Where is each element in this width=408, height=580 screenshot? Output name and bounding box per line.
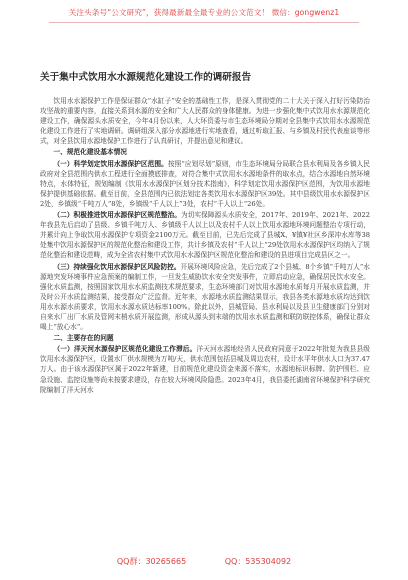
document-title: 关于集中式饮用水水源规范化建设工作的调研报告 — [40, 72, 252, 83]
body-paragraph — [40, 344, 370, 394]
promo-banner — [0, 7, 408, 23]
paragraph-text: 洋天河水源地经省人民政府同意于2022年批复为我县县级饮用水水源保护区，设置水厂供水规模为万吨/天，供水范围包括县城及周边农村，设计水平年供水人口为37.47万人。由于该水源保护区属于2022年新建，目前规范化建设资金来源不落实，水源地标识标牌、防护围栏、应急设施、监控设施等尚未按要求建设，存在较大环境风险隐患。2023年4月，我县委托湖南省环境保护科学研究院编制了洋天河水 — [40, 345, 370, 394]
section-heading — [40, 333, 370, 343]
paragraph-text: 按照“应划尽划”原则，市生态环境局分局联合县水利局及各乡镇人民政府对全县范围内供水工程进行全面摸底排查，对符合集中式饮用水水源地条件的取水点，结合水源地自然环境特点，水体特征，规划编制《饮用水水源保护区划分技术指南》，科学划定饮用水源保护区范围，为饮用水源地保护提供基础依据。截至目前，全县范围内已依法划定各类饮用水水源保护区39处。其中县级饮用水水源保护区2处，乡镇级“千吨万人”8处，乡镇级“千人以上”3处，农村“千人以上”26处。 — [40, 159, 370, 208]
promo-banner-text: 关注头条号“公文研究”，获得最新最全最专业的公文范文！ 微信：gongwenz1 — [68, 8, 340, 17]
footer-contacts — [0, 556, 408, 567]
section-heading-text: 一、规范化建设基本情况 — [53, 148, 127, 157]
paragraph-text: 开展环境风险应急，先后完成了2个县城、8个乡镇“千吨万人”水源地突发环境事件应急预案的编制工作，一旦发生威胁饮水安全突发事件，立即启动应急，确保居民饮水安全。强化水质监测，按照国家饮用水水质监测技术规范要求，生态环境部门对饮用水源地水质每月开展水质监测，并及时公开水质监测结果，接受群众广泛监督。近年来，水源地水质监测结果显示，我县各类水源地水质均达到饮用水水源水质要求，饮用水水源水质达标率100%。除此以外，县城管局、县水利局以及县卫生健康部门分别对自来水厂出厂水质及管网末梢水质开展监测，形成从源头到末端的饮用水水质监测和联防联控体系，确保让群众喝上“放心水”。 — [40, 262, 370, 332]
section-heading — [40, 147, 370, 157]
document-body — [40, 96, 370, 396]
body-paragraph — [40, 96, 370, 146]
body-paragraph — [40, 210, 370, 260]
footer-qq: QQ：535304092 — [224, 557, 292, 566]
banner-divider — [49, 22, 359, 23]
paragraph-text: 饮用水水源保护工作是保证群众“水缸子”安全的基础性工作，是深入贯彻党的二十大关于深入打好污染防治攻坚战的重要内容，直接关系到水源的安全和广大人民群众的身体健康。为进一步强化集中式饮用水水源规范化建设工作，确保源头水质安全，今年4月份以来，人大环资委与市生态环境局分期对全县集中式饮用水水源规范化建设工作进行了实地调研。调研组深入部分水源地进行实地查看，通过听取汇报、与乡镇及村民代表座谈等形式，对全县饮用水源地保护工作进行了认真研讨，并提出意见和建议。 — [40, 97, 370, 146]
section-heading-text: 二、主要存在的问题 — [53, 334, 114, 343]
subsection-lead: （二）积极推进饮用水源保护区规范整治。 — [53, 211, 181, 220]
subsection-lead: （一）洋天河水源保护区规范化建设工作滞后。 — [53, 345, 197, 354]
body-paragraph — [40, 159, 370, 209]
paragraph-text: 为切实保障源头水质安全，2017年、2019年、2021年、2022年我县先后启动了县级、乡镇千吨万人、乡镇级千人以上以及农村千人以上饮用水源地环境问题整治专项行动，并累计向上争取饮用水源保护专项资金2100万元。截至目前，已先后完成了县城X、¥镇¥社区乡深冲水库等38处集中饮用水源保护区的规范化整治和建设工作，共计乡镇及农村“千人以上”29处饮用水水源保护区均纳入了规范化整治和建设范畴，成为全省农村集中式饮用水水源保护区规范化整治和建设的县进项目完成县区之一。 — [40, 211, 371, 260]
subsection-lead: （一）科学划定饮用水源保护区范围。 — [53, 159, 168, 168]
body-paragraph — [40, 262, 370, 333]
subsection-lead: （三）持续强化饮用水源保护区风险防控。 — [53, 262, 181, 271]
footer-qq-group: QQ群：30265665 — [116, 557, 187, 566]
